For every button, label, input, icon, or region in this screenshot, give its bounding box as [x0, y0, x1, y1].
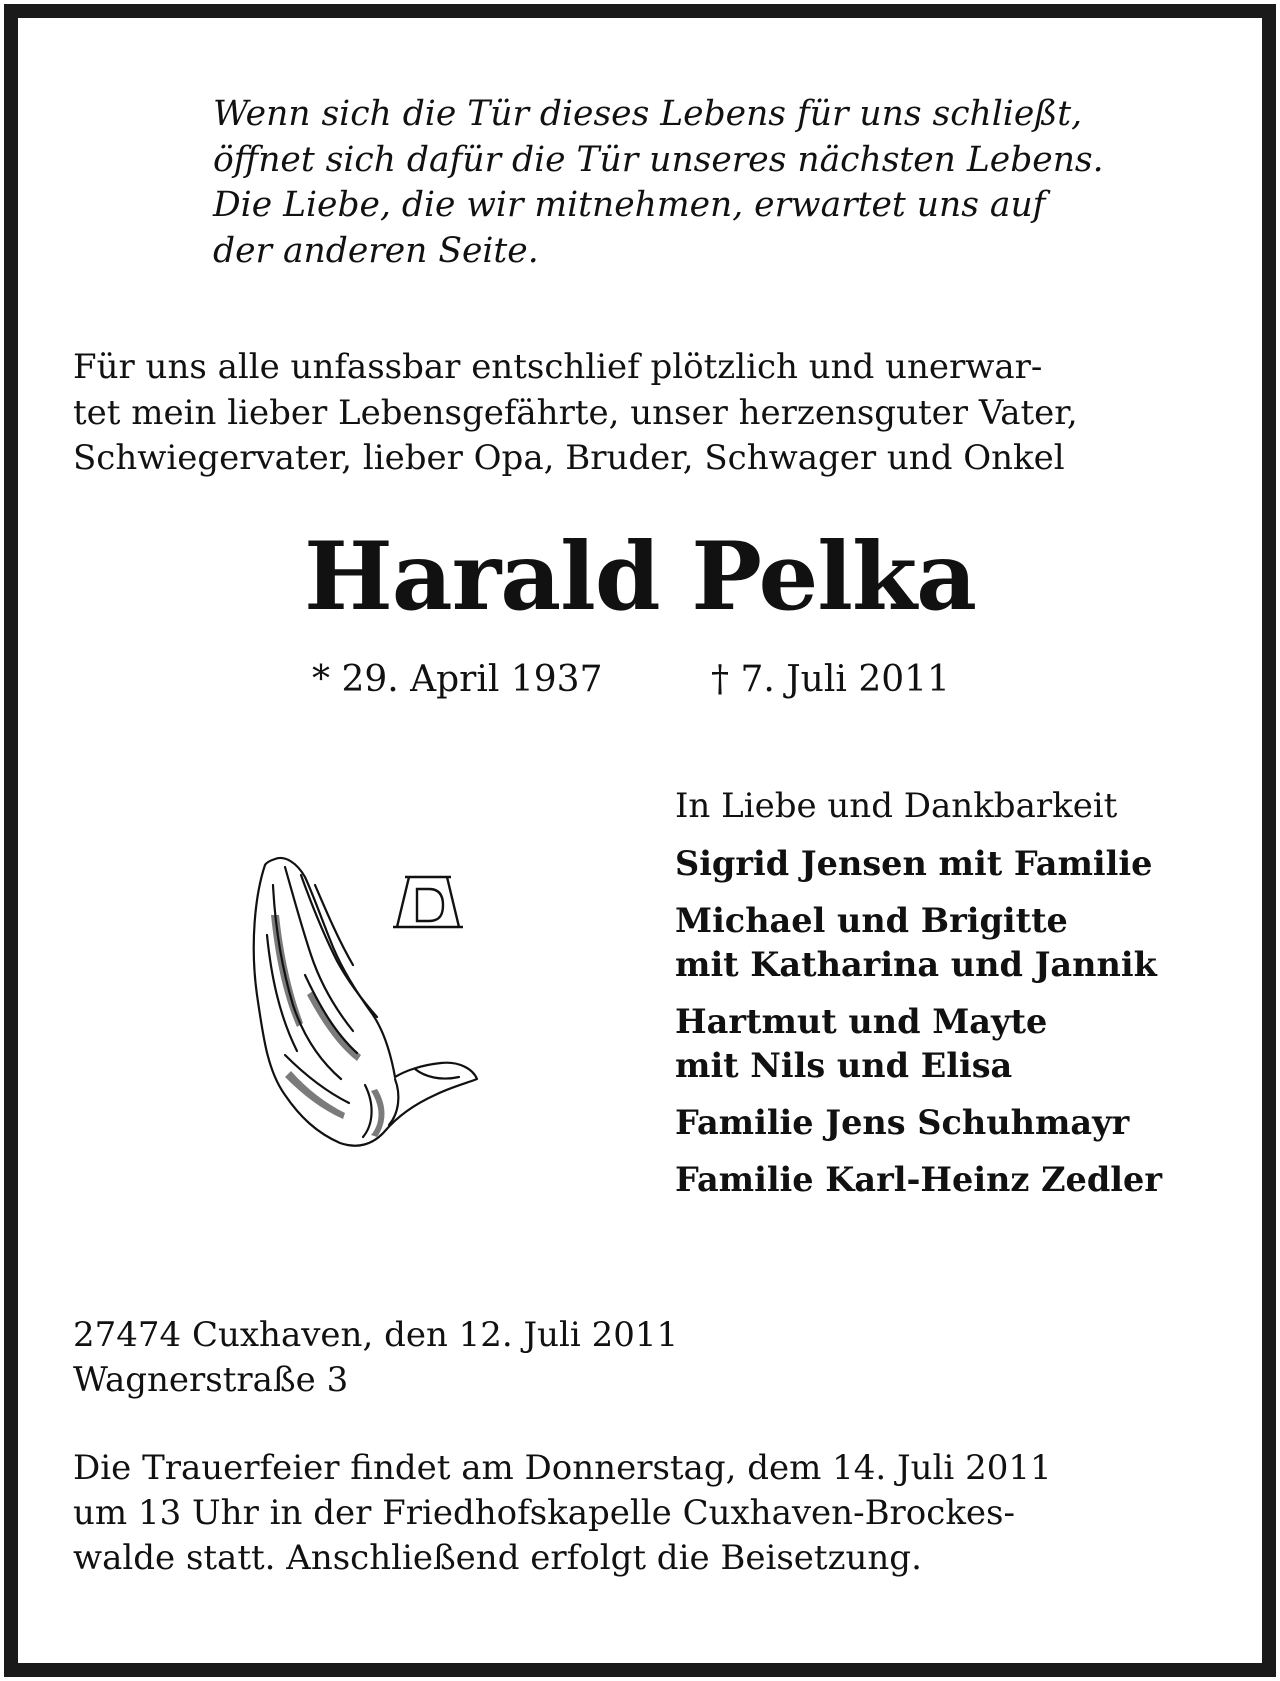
funeral-line: um 13 Uhr in der Friedhofskapelle Cuxhaven-Brockes-: [73, 1493, 1015, 1533]
mourner-line: Sigrid Jensen mit Familie: [675, 844, 1153, 883]
mourner-line: Michael und Brigitte: [675, 901, 1068, 940]
mourner-line: mit Nils und Elisa: [675, 1046, 1013, 1085]
mourner-group: [675, 1000, 1235, 1088]
place-and-address: [73, 1313, 1073, 1403]
funeral-line: walde statt. Anschließend erfolgt die Beisetzung.: [73, 1538, 922, 1578]
mourner-group: [675, 1158, 1235, 1202]
praying-hands-icon: [245, 855, 485, 1155]
death-date: † 7. Juli 2011: [711, 659, 950, 700]
funeral-notice: [73, 1446, 1213, 1581]
mourner-line: Familie Karl-Heinz Zedler: [675, 1160, 1162, 1199]
mourner-group: [675, 1101, 1235, 1145]
deceased-name: Harald Pelka: [303, 522, 977, 632]
mourner-group: [675, 842, 1235, 886]
motto-line: öffnet sich dafür die Tür unseres nächsten Lebens.: [213, 139, 1104, 180]
mourner-line: Familie Jens Schuhmayr: [675, 1103, 1130, 1142]
funeral-line: Die Trauerfeier findet am Donnerstag, dem 14. Juli 2011: [73, 1448, 1052, 1488]
praying-hands-drawing: [245, 855, 485, 1155]
motto-line: der anderen Seite.: [213, 230, 539, 271]
intro-line: Für uns alle unfassbar entschlief plötzlich und unerwar-: [73, 347, 1043, 387]
thanks-line: In Liebe und Dankbarkeit: [675, 786, 1118, 826]
motto-quote: [213, 92, 1213, 274]
street-line: Wagnerstraße 3: [73, 1360, 349, 1400]
motto-line: Die Liebe, die wir mitnehmen, erwartet uns auf: [213, 185, 1046, 225]
intro-text: [73, 345, 1213, 482]
mourner-line: Hartmut und Mayte: [675, 1002, 1048, 1041]
intro-line: tet mein lieber Lebensgefährte, unser herzensguter Vater,: [73, 392, 1078, 433]
birth-date: * 29. April 1937: [312, 659, 603, 700]
motto-line: Wenn sich die Tür dieses Lebens für uns schließt,: [213, 94, 1083, 134]
mourner-group: [675, 899, 1235, 987]
intro-line: Schwiegervater, lieber Opa, Bruder, Schwager und Onkel: [73, 438, 1065, 478]
mourners-list: [675, 784, 1235, 1215]
place-date-line: 27474 Cuxhaven, den 12. Juli 2011: [73, 1315, 679, 1355]
mourner-line: mit Katharina und Jannik: [675, 945, 1157, 984]
